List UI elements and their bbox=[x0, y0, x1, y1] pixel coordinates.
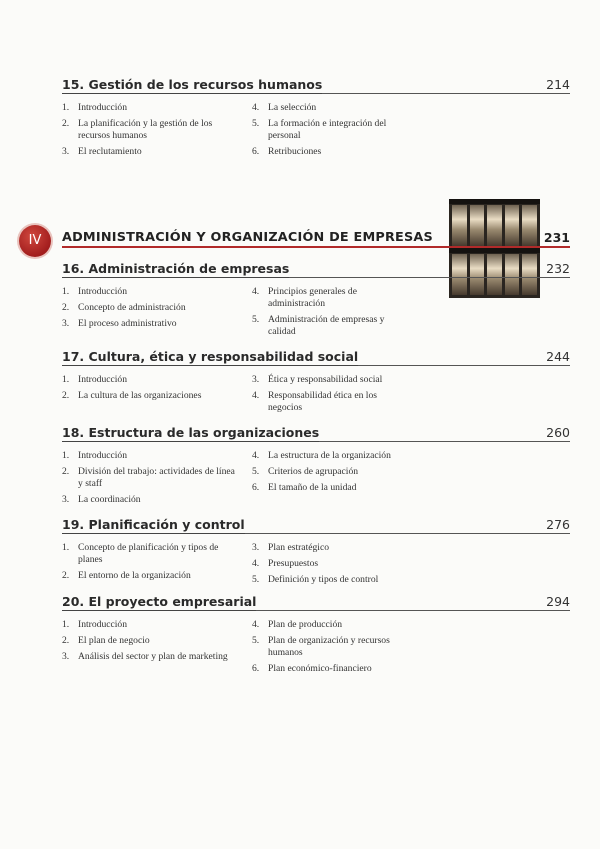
chapter-page-number[interactable]: 232 bbox=[546, 261, 570, 276]
toc-item[interactable] bbox=[252, 663, 412, 675]
toc-item[interactable] bbox=[62, 466, 238, 490]
toc-item[interactable] bbox=[62, 286, 238, 298]
item-text: Principios generales de administración bbox=[268, 286, 357, 309]
item-text: Ética y responsabilidad social bbox=[268, 374, 383, 385]
item-text: Administración de empresas y calidad bbox=[268, 314, 385, 337]
chapter-page-number[interactable]: 276 bbox=[546, 517, 570, 532]
item-text: Introducción bbox=[78, 286, 128, 297]
toc-item[interactable] bbox=[252, 314, 412, 338]
toc-item[interactable] bbox=[252, 558, 412, 570]
chapter-16 bbox=[62, 260, 570, 337]
item-number: 4. bbox=[252, 102, 260, 113]
item-text: La formación e integración del personal bbox=[268, 118, 387, 141]
item-text: La estructura de la organización bbox=[268, 450, 391, 461]
chapter-19 bbox=[62, 516, 570, 585]
toc-item[interactable] bbox=[252, 574, 412, 586]
item-text: Introducción bbox=[78, 102, 128, 113]
chapter-header bbox=[62, 516, 570, 536]
item-number: 2. bbox=[62, 118, 70, 129]
part-divider bbox=[62, 246, 570, 248]
toc-item[interactable] bbox=[252, 390, 412, 414]
item-text: Introducción bbox=[78, 619, 128, 630]
item-text: Plan de producción bbox=[268, 619, 343, 630]
toc-item[interactable] bbox=[62, 450, 238, 462]
part-badge: IV bbox=[19, 225, 51, 257]
item-number: 5. bbox=[252, 574, 260, 585]
item-text: La cultura de las organizaciones bbox=[78, 390, 202, 401]
toc-item[interactable] bbox=[62, 374, 238, 386]
toc-item[interactable] bbox=[252, 542, 412, 554]
item-text: Responsabilidad ética en los negocios bbox=[268, 390, 377, 413]
chapter-header bbox=[62, 424, 570, 444]
chapter-page-number[interactable]: 244 bbox=[546, 349, 570, 364]
chapter-title[interactable]: 20. El proyecto empresarial bbox=[62, 594, 257, 609]
item-text: El reclutamiento bbox=[78, 146, 142, 157]
part-title[interactable]: ADMINISTRACIÓN Y ORGANIZACIÓN DE EMPRESAS bbox=[62, 230, 433, 245]
toc-item[interactable] bbox=[62, 570, 238, 582]
item-number: 2. bbox=[62, 390, 70, 401]
item-text: Retribuciones bbox=[268, 146, 322, 157]
toc-item[interactable] bbox=[62, 542, 238, 566]
part-page-number[interactable]: 231 bbox=[543, 230, 570, 245]
item-text: Plan económico-financiero bbox=[268, 663, 372, 674]
toc-item[interactable] bbox=[62, 118, 238, 142]
item-number: 1. bbox=[62, 102, 70, 113]
item-text: El plan de negocio bbox=[78, 635, 150, 646]
item-number: 5. bbox=[252, 466, 260, 477]
item-number: 3. bbox=[62, 651, 70, 662]
toc-item[interactable] bbox=[62, 635, 238, 647]
item-number: 2. bbox=[62, 466, 70, 477]
item-number: 3. bbox=[62, 494, 70, 505]
item-number: 4. bbox=[252, 286, 260, 297]
item-number: 6. bbox=[252, 146, 260, 157]
item-text: Plan de organización y recursos humanos bbox=[268, 635, 390, 658]
chapter-17 bbox=[62, 348, 570, 413]
item-text: El entorno de la organización bbox=[78, 570, 191, 581]
toc-item[interactable] bbox=[252, 102, 412, 114]
item-number: 2. bbox=[62, 635, 70, 646]
toc-item[interactable] bbox=[252, 374, 412, 386]
toc-item[interactable] bbox=[62, 651, 238, 663]
item-text: Definición y tipos de control bbox=[268, 574, 379, 585]
toc-item[interactable] bbox=[252, 635, 412, 659]
chapter-header bbox=[62, 76, 570, 96]
toc-item[interactable] bbox=[62, 390, 238, 402]
toc-item[interactable] bbox=[252, 286, 412, 310]
chapter-title[interactable]: 15. Gestión de los recursos humanos bbox=[62, 77, 323, 92]
item-text: División del trabajo: actividades de línea y staff bbox=[78, 466, 235, 489]
item-text: Concepto de planificación y tipos de planes bbox=[78, 542, 219, 565]
item-text: Criterios de agrupación bbox=[268, 466, 359, 477]
toc-item[interactable] bbox=[62, 146, 238, 158]
item-number: 4. bbox=[252, 390, 260, 401]
item-text: La planificación y la gestión de los recursos humanos bbox=[78, 118, 213, 141]
toc-item[interactable] bbox=[252, 146, 412, 158]
chapter-20 bbox=[62, 593, 570, 674]
item-number: 2. bbox=[62, 302, 70, 313]
chapter-header bbox=[62, 260, 570, 280]
chapter-page-number[interactable]: 294 bbox=[546, 594, 570, 609]
item-number: 3. bbox=[252, 374, 260, 385]
item-text: El proceso administrativo bbox=[78, 318, 177, 329]
item-number: 3. bbox=[252, 542, 260, 553]
item-text: Introducción bbox=[78, 450, 128, 461]
item-number: 5. bbox=[252, 635, 260, 646]
toc-item[interactable] bbox=[62, 318, 238, 330]
toc-item[interactable] bbox=[62, 302, 238, 314]
item-number: 1. bbox=[62, 542, 70, 553]
chapter-page-number[interactable]: 214 bbox=[546, 77, 570, 92]
toc-item[interactable] bbox=[252, 118, 412, 142]
chapter-title[interactable]: 19. Planificación y control bbox=[62, 517, 245, 532]
item-number: 6. bbox=[252, 663, 260, 674]
item-number: 5. bbox=[252, 118, 260, 129]
chapter-18 bbox=[62, 424, 570, 505]
item-number: 5. bbox=[252, 314, 260, 325]
chapter-title[interactable]: 16. Administración de empresas bbox=[62, 261, 290, 276]
toc-item[interactable] bbox=[62, 619, 238, 631]
item-text: El tamaño de la unidad bbox=[268, 482, 357, 493]
item-number: 1. bbox=[62, 374, 70, 385]
item-text: Plan estratégico bbox=[268, 542, 330, 553]
item-number: 3. bbox=[62, 318, 70, 329]
item-text: Concepto de administración bbox=[78, 302, 186, 313]
item-number: 4. bbox=[252, 558, 260, 569]
chapter-header bbox=[62, 593, 570, 613]
toc-item[interactable] bbox=[252, 450, 412, 462]
item-number: 3. bbox=[62, 146, 70, 157]
toc-item[interactable] bbox=[62, 102, 238, 114]
chapter-header bbox=[62, 348, 570, 368]
chapter-page-number[interactable]: 260 bbox=[546, 425, 570, 440]
chapter-15 bbox=[62, 76, 570, 157]
toc-item[interactable] bbox=[252, 466, 412, 478]
toc-item[interactable] bbox=[252, 619, 412, 631]
item-number: 6. bbox=[252, 482, 260, 493]
item-number: 4. bbox=[252, 450, 260, 461]
item-text: Análisis del sector y plan de marketing bbox=[78, 651, 228, 662]
item-text: Introducción bbox=[78, 374, 128, 385]
toc-item[interactable] bbox=[62, 494, 238, 506]
item-number: 1. bbox=[62, 619, 70, 630]
chapter-title[interactable]: 18. Estructura de las organizaciones bbox=[62, 425, 320, 440]
item-text: Presupuestos bbox=[268, 558, 319, 569]
item-number: 2. bbox=[62, 570, 70, 581]
item-number: 1. bbox=[62, 286, 70, 297]
toc-item[interactable] bbox=[252, 482, 412, 494]
item-number: 1. bbox=[62, 450, 70, 461]
chapter-title[interactable]: 17. Cultura, ética y responsabilidad social bbox=[62, 349, 359, 364]
item-text: La selección bbox=[268, 102, 317, 113]
part-header bbox=[62, 226, 570, 248]
item-text: La coordinación bbox=[78, 494, 141, 505]
item-number: 4. bbox=[252, 619, 260, 630]
